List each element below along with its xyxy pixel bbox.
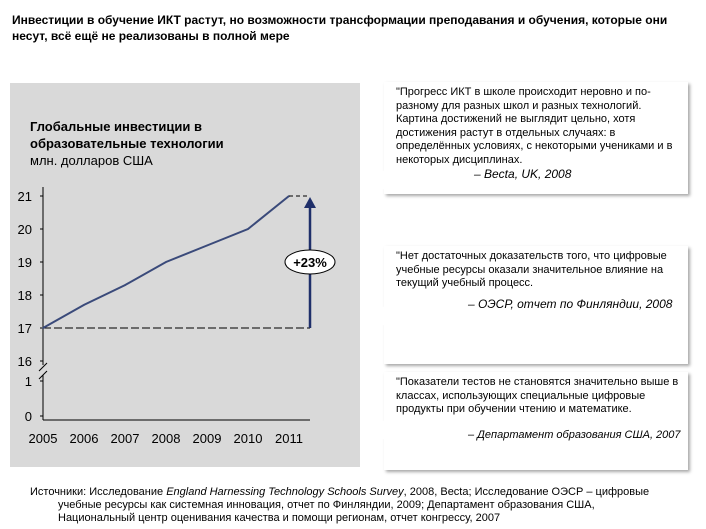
x-tick-label: 2007 [110, 431, 140, 446]
y-tick-label: 18 [17, 288, 32, 303]
quote-callout-us-dept [384, 372, 688, 470]
quote-source: – Becta, UK, 2008 [474, 167, 572, 181]
sources-line-2: учебные ресурсы как системная инновация, отчет по Финляндии, 2009; Департамент образования США, [58, 499, 595, 511]
chart-panel [10, 83, 360, 467]
callout-pointer [369, 306, 385, 326]
page-headline: Инвестиции в обучение ИКТ растут, но возможности трансформации преподавания и обучения, которые они несут, всё ещё не реализованы в полной мере [12, 13, 668, 43]
x-tick-label: 2008 [151, 431, 181, 446]
y-tick-label: 20 [17, 222, 32, 237]
x-tick-label: 2006 [69, 431, 99, 446]
chart-title [30, 119, 224, 151]
quote-text: "Прогресс ИКТ в школе происходит неровно и по-разному для разных школ и разных технологий. Картина достижений не выглядит цельно, хотя достижения растут в отдельных случаях: в определённых условиях, с некоторыми учениками и в некоторых дисциплинах. [396, 86, 673, 166]
quote-source: – ОЭСР, отчет по Финляндии, 2008 [468, 296, 673, 311]
sources-line-1 [30, 486, 649, 498]
data-point [206, 245, 208, 247]
x-tick-label: 2011 [275, 431, 303, 446]
chart-title-line-1: Глобальные инвестиции в [30, 119, 202, 134]
sources-survey-title: England Harnessing Technology Schools Survey [166, 486, 404, 498]
quote-text: "Нет достаточных доказательств того, что цифровые учебные ресурсы оказали значительное влияние на текущий учебный процесс. [396, 250, 667, 289]
y-tick-label: 17 [17, 321, 32, 336]
chart-subtitle: млн. долларов США [30, 153, 153, 168]
x-tick-label: 2005 [28, 431, 58, 446]
line-chart [10, 83, 360, 467]
data-point [124, 284, 126, 286]
y-tick-label: 19 [17, 255, 32, 270]
quote-callout-becta [384, 82, 688, 194]
quote-source: – Департамент образования США, 2007 [468, 428, 681, 441]
data-point [165, 261, 167, 263]
sources-note [30, 486, 706, 525]
y-tick-label: 1 [24, 374, 32, 389]
chart-title-line-2: образовательные технологии [30, 136, 224, 151]
quote-callout-oecd [384, 246, 688, 364]
sources-prefix: Источники: Исследование [30, 486, 167, 498]
x-tick-label: 2009 [192, 431, 222, 446]
data-point [42, 327, 44, 329]
sources-line-3: Национальный центр оценивания качества и помощи регионам, отчет конгрессу, 2007 [58, 512, 501, 524]
sources-suffix: , 2008, Becta; Исследование ОЭСР – цифровые [403, 486, 650, 498]
y-tick-label: 0 [24, 409, 32, 424]
data-point [247, 228, 249, 230]
quote-text: "Показатели тестов не становятся значительно выше в классах, использующих специальные цифровые продукты при обучении чтению и математике. [396, 376, 679, 415]
growth-label: +23% [293, 255, 327, 270]
callout-pointer [369, 420, 385, 440]
callout-pointer [369, 170, 385, 190]
growth-arrow-head [304, 197, 316, 208]
data-point [83, 304, 85, 306]
y-tick-label: 16 [17, 354, 32, 369]
y-tick-label: 21 [17, 189, 32, 204]
x-tick-label: 2010 [233, 431, 263, 446]
